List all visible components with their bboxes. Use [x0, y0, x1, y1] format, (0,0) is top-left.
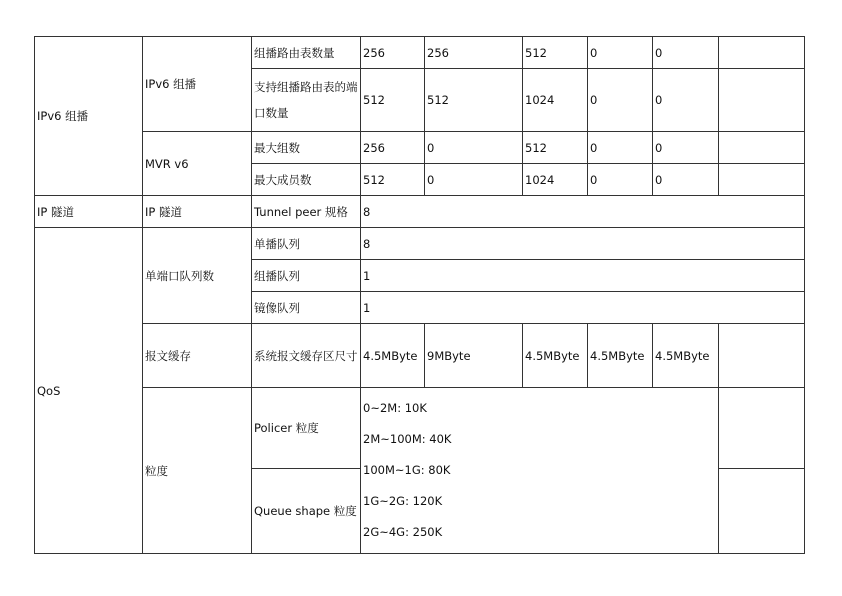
- granularity-value: 2G~4G: 250K: [363, 525, 443, 539]
- param-label: 单播队列: [252, 228, 361, 260]
- param-label: 镜像队列: [252, 292, 361, 324]
- value-cell: 0: [653, 69, 719, 132]
- param-label: 最大组数: [252, 132, 361, 164]
- group-granularity-label: 粒度: [143, 388, 252, 554]
- value-cell: 512: [523, 132, 588, 164]
- value-cell: 1024: [523, 164, 588, 196]
- value-cell: 4.5MByte: [653, 324, 719, 388]
- value-cell: 512: [361, 69, 425, 132]
- value-cell: 0: [588, 132, 653, 164]
- table-row: [35, 196, 805, 228]
- empty-cell: [719, 69, 805, 132]
- empty-cell: [719, 132, 805, 164]
- empty-cell: [719, 388, 805, 469]
- granularity-values: [361, 388, 719, 554]
- value-cell: 0: [425, 164, 523, 196]
- value-cell: 4.5MByte: [523, 324, 588, 388]
- group-buffer-label: 报文缓存: [143, 324, 252, 388]
- empty-cell: [719, 37, 805, 69]
- group-queue-label: 单端口队列数: [143, 228, 252, 324]
- value-cell: 4.5MByte: [588, 324, 653, 388]
- group-mvr-label: MVR v6: [143, 132, 252, 196]
- section-tunnel-label: IP 隧道: [35, 196, 143, 228]
- empty-cell: [719, 469, 805, 554]
- granularity-value: 0~2M: 10K: [363, 401, 427, 415]
- granularity-value: 100M~1G: 80K: [363, 463, 451, 477]
- group-tunnel-label: IP 隧道: [143, 196, 252, 228]
- section-ipv6-label: IPv6 组播: [35, 37, 143, 196]
- value-cell: 256: [361, 132, 425, 164]
- value-cell: 1024: [523, 69, 588, 132]
- empty-cell: [719, 164, 805, 196]
- value-cell: 1: [361, 292, 805, 324]
- table-row: [35, 132, 805, 164]
- value-cell: 0: [425, 132, 523, 164]
- param-label: 支持组播路由表的端口数量: [252, 69, 361, 132]
- value-cell: 1: [361, 260, 805, 292]
- spec-table: [34, 36, 805, 554]
- granularity-value: 2M~100M: 40K: [363, 432, 452, 446]
- section-qos-label: QoS: [35, 228, 143, 554]
- value-cell: 512: [425, 69, 523, 132]
- value-cell: 512: [361, 164, 425, 196]
- param-label: 系统报文缓存区尺寸: [252, 324, 361, 388]
- value-cell: 0: [653, 132, 719, 164]
- value-cell: 0: [653, 164, 719, 196]
- param-label: 最大成员数: [252, 164, 361, 196]
- value-cell: 8: [361, 196, 805, 228]
- table-row: [35, 388, 805, 469]
- param-label: Queue shape 粒度: [252, 469, 361, 554]
- param-label: 组播队列: [252, 260, 361, 292]
- group-ipv6mc-label: IPv6 组播: [143, 37, 252, 132]
- value-cell: 256: [361, 37, 425, 69]
- table-row: [35, 324, 805, 388]
- empty-cell: [719, 324, 805, 388]
- value-cell: 0: [588, 69, 653, 132]
- table-row: [35, 228, 805, 260]
- param-label: Tunnel peer 规格: [252, 196, 361, 228]
- value-cell: 0: [653, 37, 719, 69]
- value-cell: 8: [361, 228, 805, 260]
- table-row: [35, 37, 805, 69]
- param-label: Policer 粒度: [252, 388, 361, 469]
- value-cell: 0: [588, 37, 653, 69]
- param-label: 组播路由表数量: [252, 37, 361, 69]
- granularity-value: 1G~2G: 120K: [363, 494, 443, 508]
- value-cell: 0: [588, 164, 653, 196]
- value-cell: 512: [523, 37, 588, 69]
- value-cell: 9MByte: [425, 324, 523, 388]
- value-cell: 4.5MByte: [361, 324, 425, 388]
- value-cell: 256: [425, 37, 523, 69]
